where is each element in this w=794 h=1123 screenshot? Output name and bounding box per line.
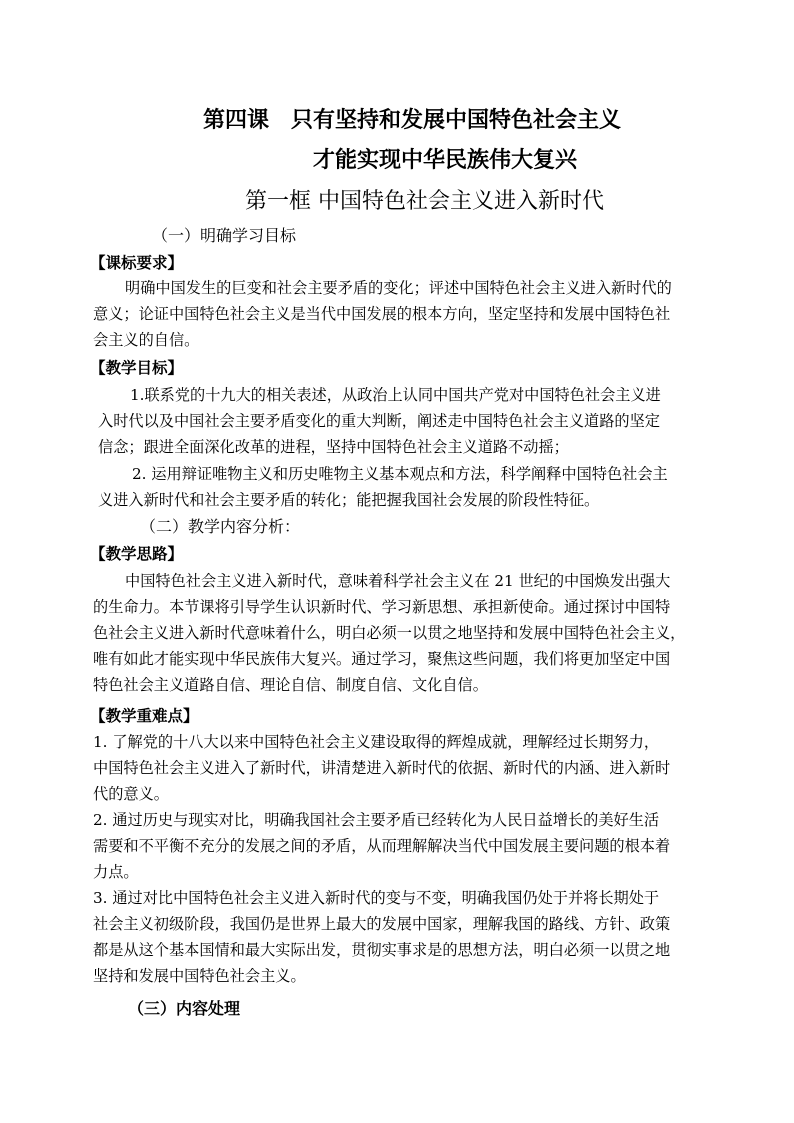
text-line: 2. 通过历史与现实对比，明确我国社会主要矛盾已经转化为人民日益增长的美好生活	[93, 811, 660, 829]
keypoint-3-paragraph	[93, 885, 705, 989]
text-line: 3. 通过对比中国特色社会主义进入新时代的变与不变，明确我国仍处于并将长期处于	[93, 889, 660, 907]
part3-heading: （三）内容处理	[128, 999, 241, 1018]
text-line: 特色社会主义道路自信、理论自信、制度自信、文化自信。	[93, 676, 488, 694]
keypoint-1-paragraph	[93, 729, 705, 807]
text-line: 社会主义初级阶段，我国仍是世界上最大的发展中国家，理解我国的路线、方针、政策	[93, 915, 671, 933]
text-line: 1.联系党的十九大的相关表述，从政治上认同中国共产党对中国特色社会主义进	[130, 386, 661, 404]
thinking-heading: 【教学思路】	[90, 544, 184, 563]
section-title: 第一框 中国特色社会主义进入新时代	[245, 189, 604, 214]
text-line: 入时代以及中国社会主要矛盾变化的重大判断，阐述走中国特色社会主义道路的坚定	[98, 412, 660, 430]
text-line: 中国特色社会主义进入了新时代，讲清楚进入新时代的依据、新时代的内涵、进入新时	[93, 759, 671, 777]
text-line: 色社会主义进入新时代意味着什么，明白必须一以贯之地坚持和发展中国特色社会主义，	[93, 624, 686, 642]
text-line: 代的意义。	[93, 785, 169, 803]
keypoints-heading: 【教学重难点】	[90, 706, 199, 725]
text-line: 需要和不平衡不充分的发展之间的矛盾，从而理解解决当代中国发展主要问题的根本着	[93, 837, 671, 855]
goals-heading: 【教学目标】	[90, 358, 184, 377]
text-line: 坚持和发展中国特色社会主义。	[93, 967, 306, 985]
text-line: 信念；跟进全面深化改革的进程，坚持中国特色社会主义道路不动摇；	[98, 438, 569, 456]
text-line: 唯有如此才能实现中华民族伟大复兴。通过学习，聚焦这些问题，我们将更加坚定中国	[93, 650, 671, 668]
text-line: 明确中国发生的巨变和社会主要矛盾的变化；评述中国特色社会主义进入新时代的	[125, 279, 672, 297]
text-line: 力点。	[93, 863, 139, 881]
text-line: 都是从这个基本国情和最大实际出发，贯彻实事求是的思想方法，明白必须一以贯之地	[93, 941, 671, 959]
lesson-title: 第四课 只有坚持和发展中国特色社会主义	[203, 108, 622, 133]
goal-2-paragraph	[98, 461, 704, 513]
part2-heading: （二）教学内容分析：	[140, 517, 301, 536]
lesson-title-continued: 才能实现中华民族伟大复兴	[313, 148, 578, 173]
text-line: 义进入新时代和社会主要矛盾的转化；能把握我国社会发展的阶段性特征。	[98, 491, 600, 509]
text-line: 1. 了解党的十八大以来中国特色社会主义建设取得的辉煌成就，理解经过长期努力，	[93, 733, 660, 751]
thinking-paragraph	[93, 568, 705, 698]
text-line: 意义；论证中国特色社会主义是当代中国发展的根本方向，坚定坚持和发展中国特色社	[93, 305, 671, 323]
keypoint-2-paragraph	[93, 807, 705, 885]
part1-heading: （一）明确学习目标	[152, 226, 297, 245]
goal-1-paragraph	[98, 382, 704, 460]
standard-heading: 【课标要求】	[90, 253, 184, 272]
text-line: 会主义的自信。	[93, 331, 200, 349]
standard-paragraph	[93, 275, 705, 353]
text-line: 中国特色社会主义进入新时代，意味着科学社会主义在 21 世纪的中国焕发出强大	[125, 572, 671, 590]
text-line: 的生命力。本节课将引导学生认识新时代、学习新思想、承担新使命。通过探讨中国特	[93, 598, 671, 616]
text-line: 2. 运用辩证唯物主义和历史唯物主义基本观点和方法，科学阐释中国特色社会主	[132, 465, 668, 483]
